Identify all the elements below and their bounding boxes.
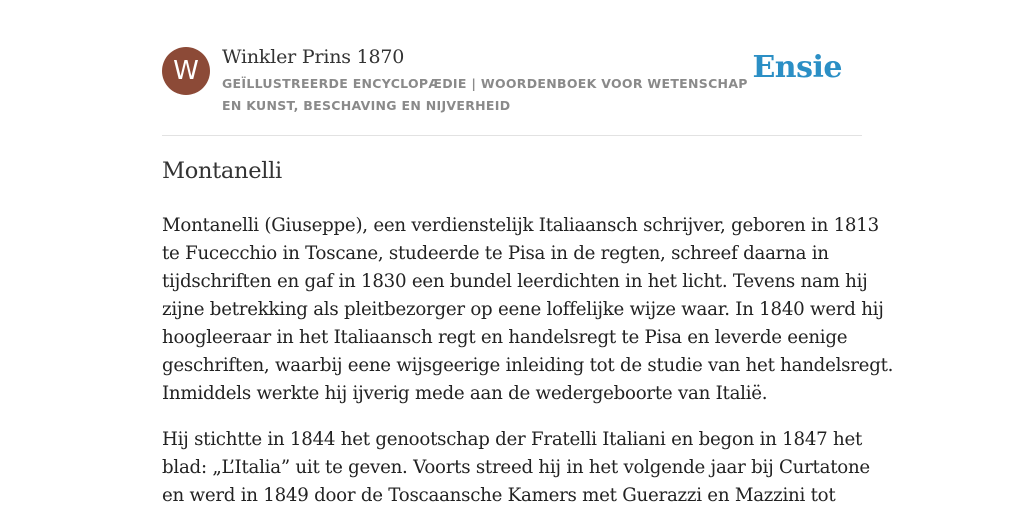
paragraph-line: blad: „L’Italia” uit te geven. Voorts streed hij in het volgende jaar bij Curtatone: [162, 457, 870, 478]
paragraph-line: Montanelli (Giuseppe), een verdienstelijk Italiaansch schrijver, geboren in 1813: [162, 215, 879, 236]
paragraph-line: te Fucecchio in Toscane, studeerde te Pisa in de regten, schreef daarna in: [162, 243, 829, 264]
article-title: Montanelli: [162, 158, 282, 184]
source-header: [162, 46, 862, 116]
paragraph-line: hoogleeraar in het Italiaansch regt en handelsregt te Pisa en leverde eenige: [162, 327, 848, 348]
source-title-link[interactable]: Winkler Prins 1870: [222, 46, 405, 68]
paragraph-line: geschriften, waarbij eene wijsgeerige inleiding tot de studie van het handelsregt.: [162, 355, 894, 376]
source-avatar[interactable]: W: [162, 47, 210, 95]
source-subtitle: GEÏLLUSTREERDE ENCYCLOPÆDIE | WOORDENBOEK VOOR WETENSCHAP EN KUNST, BESCHAVING EN NIJVERHEID: [222, 76, 748, 113]
article-paragraph: [162, 212, 894, 408]
paragraph-line: tijdschriften en gaf in 1830 een bundel leerdichten in het licht. Tevens nam hij: [162, 271, 868, 292]
paragraph-line: Inmiddels werkte hij ijverig mede aan de wedergeboorte van Italië.: [162, 383, 768, 404]
article-body: [162, 212, 894, 512]
ensie-logo-link[interactable]: Ensie: [752, 50, 842, 85]
paragraph-line: zijne betrekking als pleitbezorger op eene loffelijke wijze waar. In 1840 werd hij: [162, 299, 884, 320]
paragraph-line: Hij stichtte in 1844 het genootschap der Fratelli Italiani en begon in 1847 het: [162, 429, 863, 450]
paragraph-line: en werd in 1849 door de Toscaansche Kamers met Guerazzi en Mazzini tot: [162, 485, 836, 506]
header-divider: [162, 135, 862, 136]
article-paragraph: [162, 426, 870, 510]
